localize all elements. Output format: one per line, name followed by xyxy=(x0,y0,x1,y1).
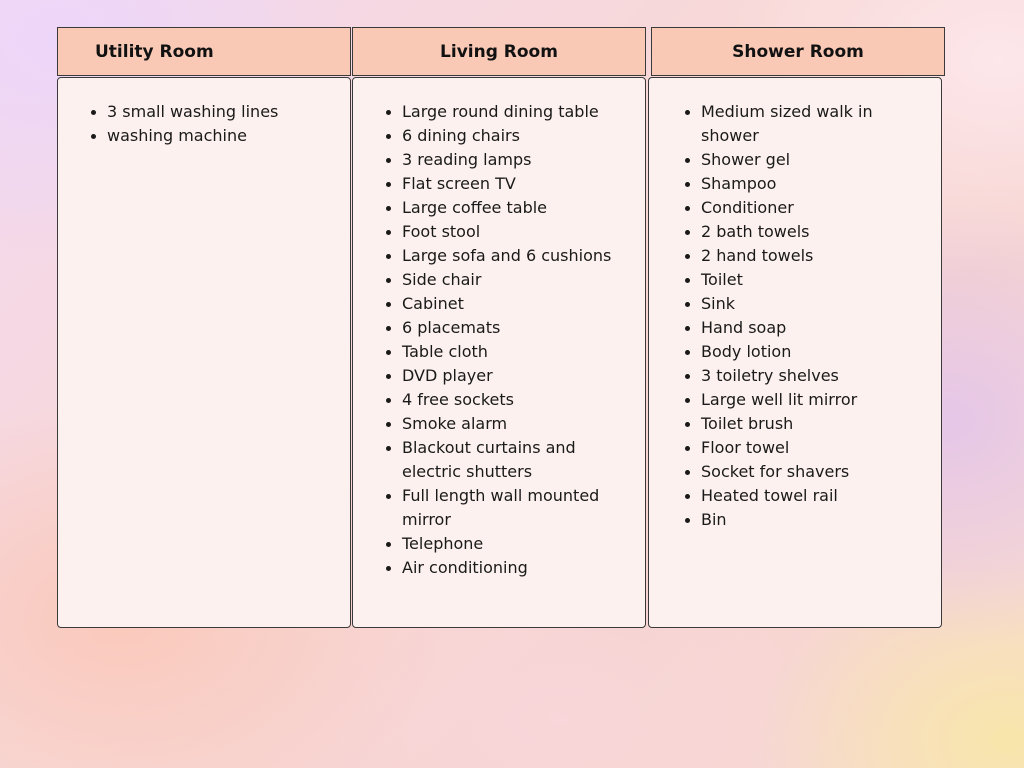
list-item: 3 toiletry shelves xyxy=(701,364,931,388)
list-item: 3 reading lamps xyxy=(402,148,632,172)
list-item: washing machine xyxy=(107,124,337,148)
shower-room-header xyxy=(651,27,945,76)
list-item: Blackout curtains and electric shutters xyxy=(402,436,632,484)
list-item: Telephone xyxy=(402,532,632,556)
list-item: Body lotion xyxy=(701,340,931,364)
living-room-list xyxy=(402,100,632,580)
list-item: Large coffee table xyxy=(402,196,632,220)
list-item: Side chair xyxy=(402,268,632,292)
list-item: Flat screen TV xyxy=(402,172,632,196)
shower-room-title: Shower Room xyxy=(732,41,864,62)
list-item: Foot stool xyxy=(402,220,632,244)
utility-room-list-cell xyxy=(57,77,351,628)
utility-room-header xyxy=(57,27,351,76)
list-item: Sink xyxy=(701,292,931,316)
list-item: Hand soap xyxy=(701,316,931,340)
utility-room-title: Utility Room xyxy=(95,41,214,62)
shower-room-list xyxy=(701,100,931,532)
living-room-header xyxy=(352,27,646,76)
shower-room-list-cell xyxy=(648,77,942,628)
list-item: Full length wall mounted mirror xyxy=(402,484,632,532)
list-item: Smoke alarm xyxy=(402,412,632,436)
list-item: 4 free sockets xyxy=(402,388,632,412)
list-item: Shower gel xyxy=(701,148,931,172)
list-item: 2 hand towels xyxy=(701,244,931,268)
living-room-list-cell xyxy=(352,77,646,628)
list-item: Socket for shavers xyxy=(701,460,931,484)
list-item: 6 placemats xyxy=(402,316,632,340)
list-item: Shampoo xyxy=(701,172,931,196)
list-item: Medium sized walk in shower xyxy=(701,100,931,148)
utility-room-list xyxy=(107,100,337,148)
list-item: Conditioner xyxy=(701,196,931,220)
list-item: 3 small washing lines xyxy=(107,100,337,124)
list-item: 6 dining chairs xyxy=(402,124,632,148)
list-item: Large round dining table xyxy=(402,100,632,124)
list-item: DVD player xyxy=(402,364,632,388)
list-item: 2 bath towels xyxy=(701,220,931,244)
list-item: Heated towel rail xyxy=(701,484,931,508)
list-item: Large sofa and 6 cushions xyxy=(402,244,632,268)
living-room-title: Living Room xyxy=(440,41,558,62)
list-item: Floor towel xyxy=(701,436,931,460)
list-item: Large well lit mirror xyxy=(701,388,931,412)
list-item: Cabinet xyxy=(402,292,632,316)
list-item: Toilet xyxy=(701,268,931,292)
list-item: Toilet brush xyxy=(701,412,931,436)
list-item: Air conditioning xyxy=(402,556,632,580)
list-item: Table cloth xyxy=(402,340,632,364)
list-item: Bin xyxy=(701,508,931,532)
